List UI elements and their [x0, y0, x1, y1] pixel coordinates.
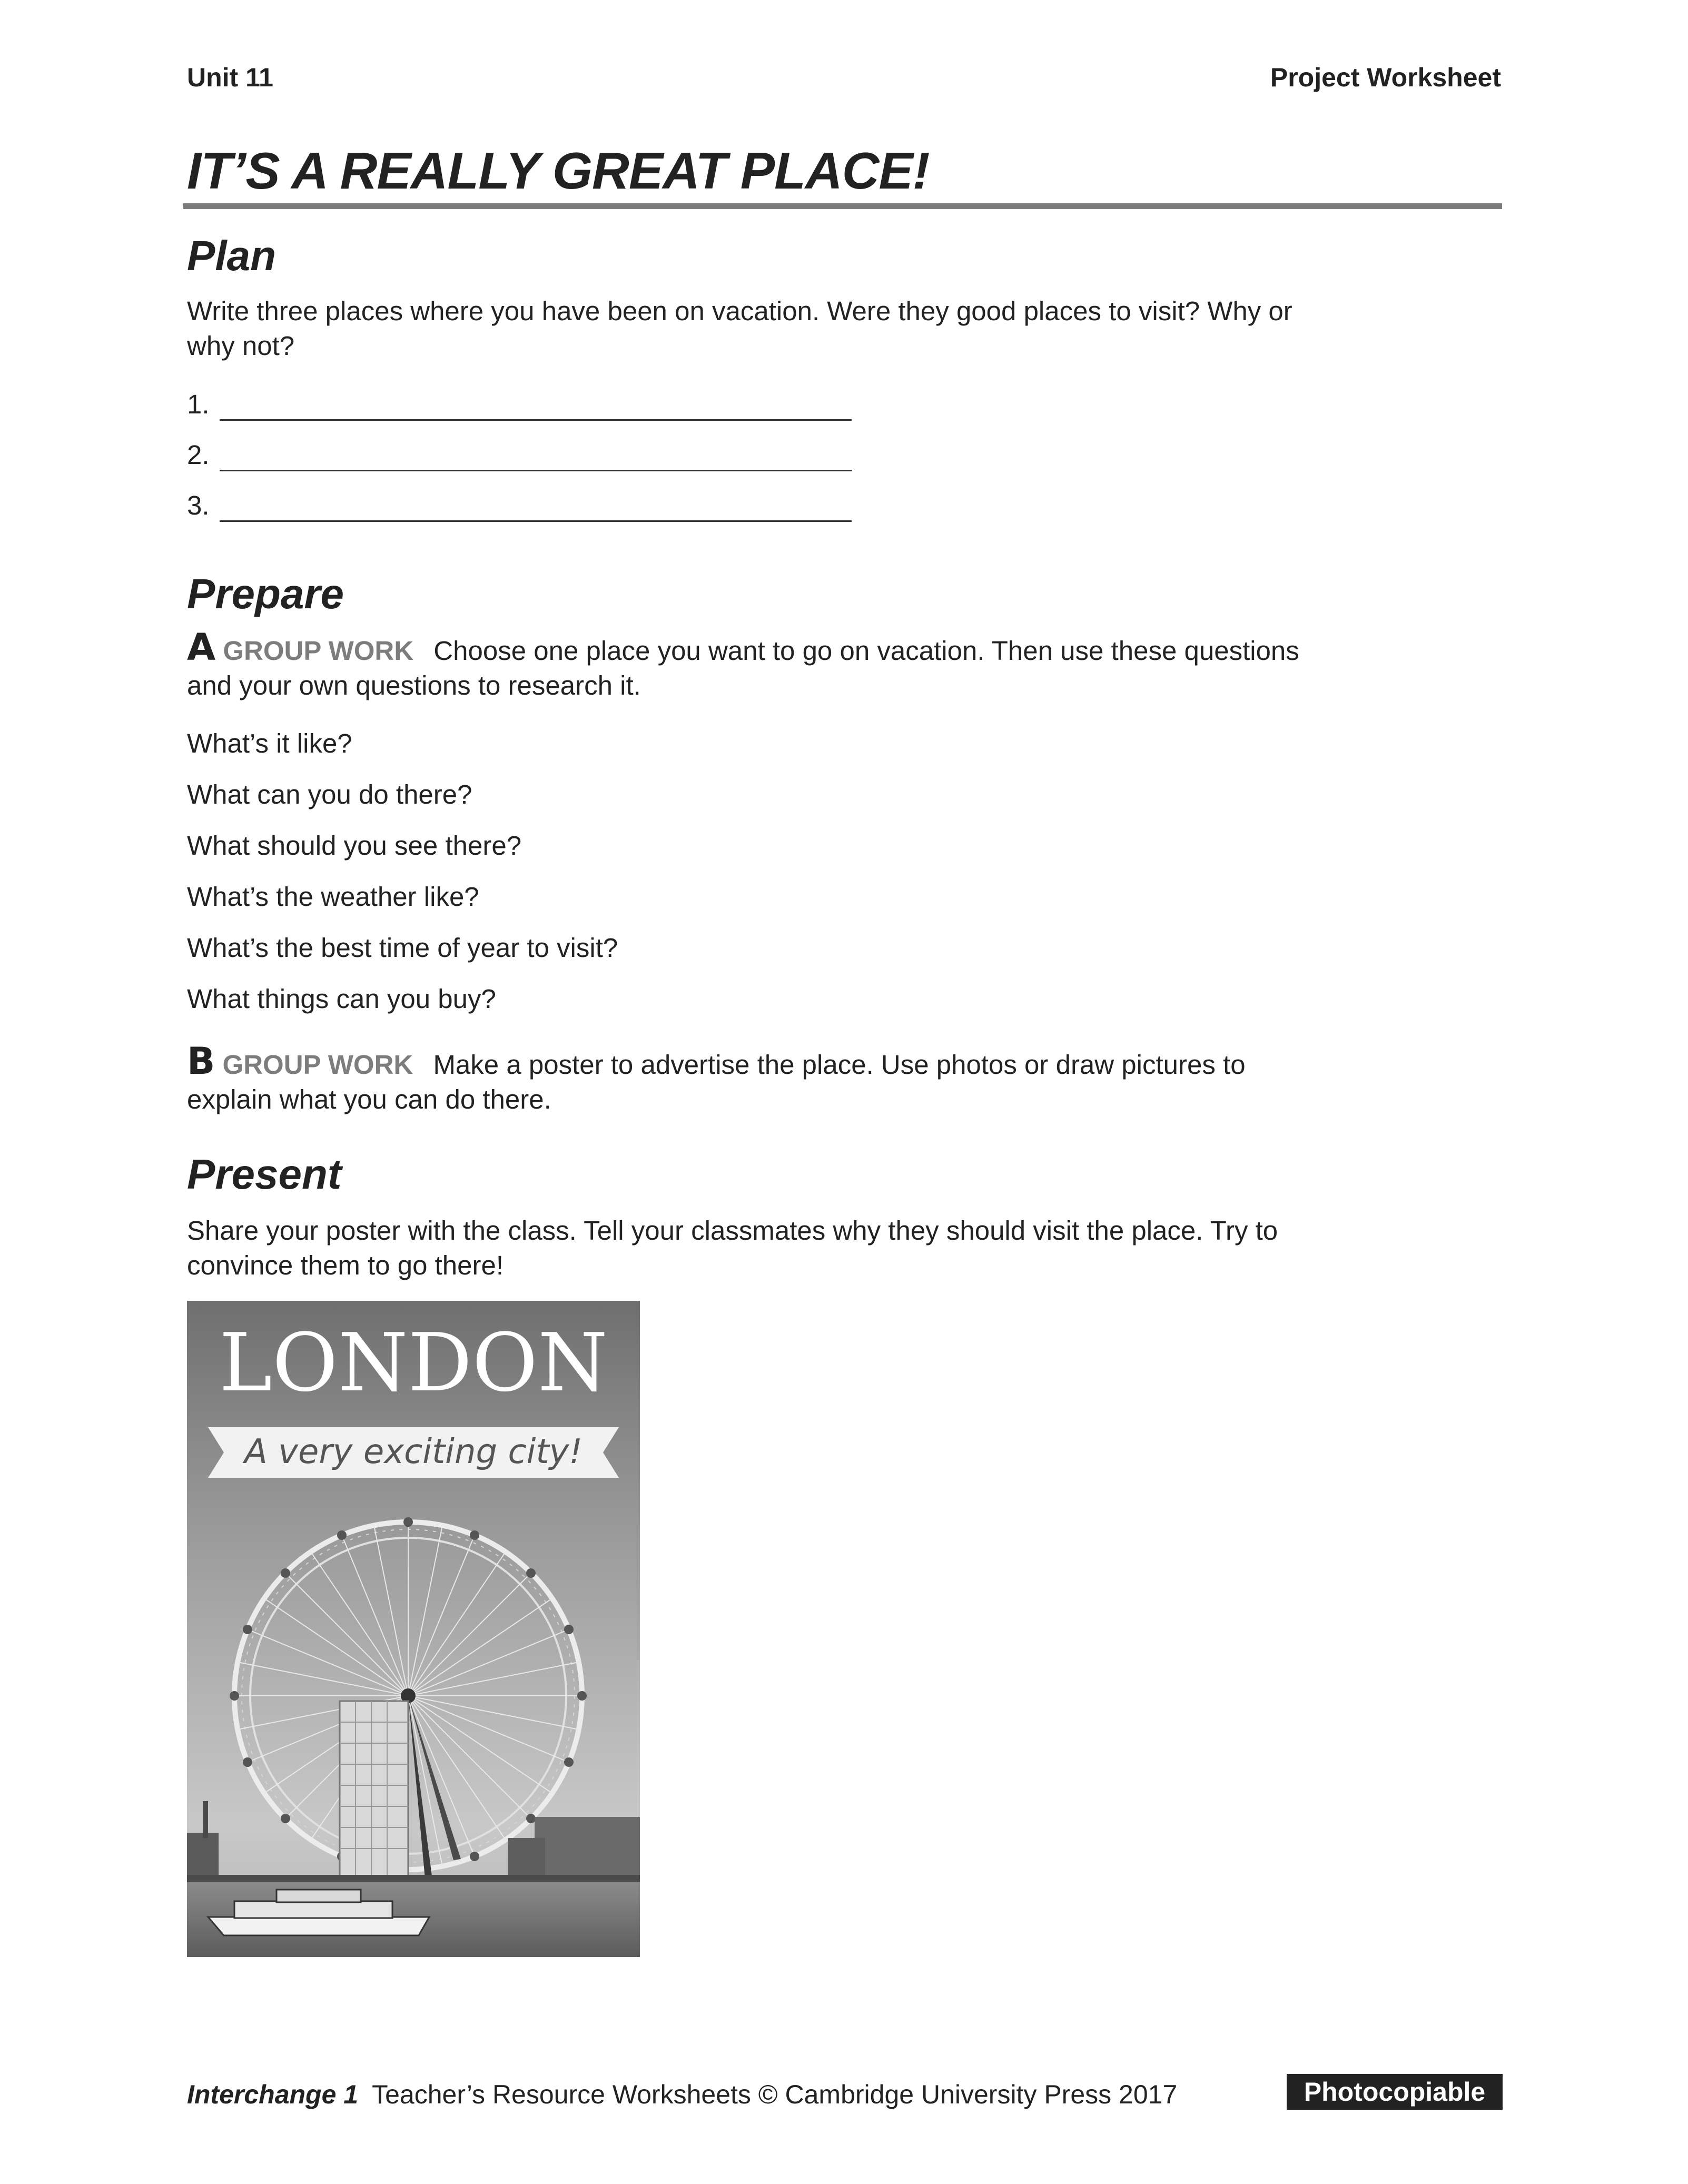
- page-title: IT’S A REALLY GREAT PLACE!: [187, 142, 930, 200]
- task-b-letter: B: [187, 1040, 215, 1083]
- task-a-letter: A: [187, 626, 216, 669]
- question-item: What’s the best time of year to visit?: [187, 933, 618, 963]
- plan-instructions: Write three places where you have been on vacation. Were they good places to visit? Why or why not?: [187, 296, 1292, 361]
- footer-brand: Interchange 1: [187, 2080, 359, 2109]
- question-item: What’s it like?: [187, 728, 352, 758]
- prepare-heading: Prepare: [187, 570, 344, 617]
- answer-number: 1.: [187, 389, 210, 419]
- answer-underline: [220, 470, 852, 471]
- answer-underline: [220, 520, 852, 522]
- footer-text: Teacher’s Resource Worksheets © Cambridge University Press 2017: [372, 2080, 1178, 2109]
- london-poster-image: [187, 1301, 640, 1957]
- plan-heading: Plan: [187, 232, 276, 279]
- task-b-label: GROUP WORK: [222, 1050, 413, 1080]
- answer-number: 3.: [187, 490, 210, 520]
- photocopiable-badge: Photocopiable: [1287, 2074, 1503, 2110]
- answer-line-1[interactable]: [187, 389, 872, 431]
- title-divider: [183, 203, 1502, 209]
- task-a-label: GROUP WORK: [223, 636, 414, 666]
- question-item: What should you see there?: [187, 831, 522, 861]
- task-a-text: Choose one place you want to go on vacation. Then use these questions and your own questions to research it.: [187, 636, 1299, 700]
- poster-city: LONDON: [219, 1316, 608, 1409]
- answer-line-3[interactable]: [187, 490, 872, 532]
- answer-number: 2.: [187, 440, 210, 470]
- answer-underline: [220, 419, 852, 421]
- poster-tagline: A very exciting city!: [244, 1432, 583, 1471]
- poster-illustration: [187, 1301, 640, 1957]
- task-a: [187, 626, 1314, 703]
- present-instructions: Share your poster with the class. Tell your classmates why they should visit the place. Try to convince them to go there!: [187, 1215, 1278, 1280]
- answer-line-2[interactable]: [187, 439, 872, 481]
- task-b-text: Make a poster to advertise the place. Use photos or draw pictures to explain what you can do there.: [187, 1050, 1246, 1114]
- footer-credit: [187, 2079, 1177, 2110]
- worksheet-type-label: Project Worksheet: [1270, 63, 1501, 92]
- question-item: What can you do there?: [187, 779, 472, 809]
- question-item: What’s the weather like?: [187, 882, 479, 912]
- task-b: [187, 1040, 1314, 1117]
- present-heading: Present: [187, 1151, 342, 1198]
- unit-label: Unit 11: [187, 63, 273, 92]
- question-item: What things can you buy?: [187, 984, 496, 1014]
